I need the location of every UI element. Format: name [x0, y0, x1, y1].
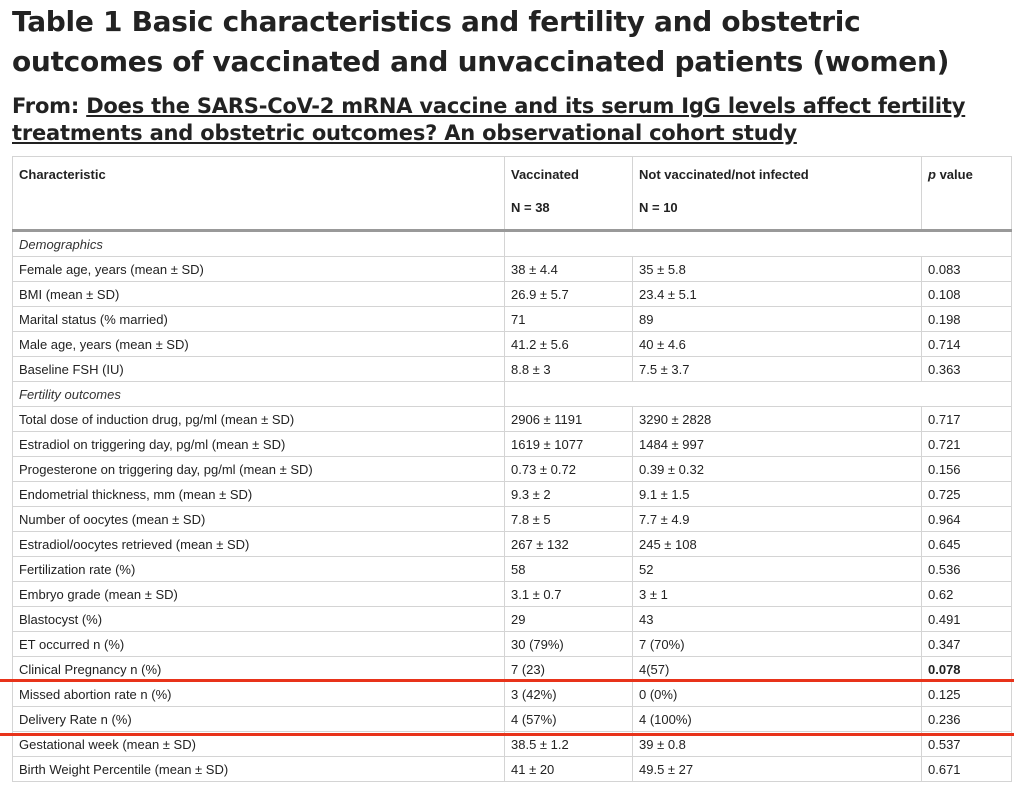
table-row [13, 482, 1012, 507]
cell-characteristic: Endometrial thickness, mm (mean ± SD) [13, 482, 505, 507]
header-not-vaccinated: Not vaccinated/not infected N = 10 [633, 157, 922, 231]
table-row [13, 507, 1012, 532]
section-empty-cell [505, 382, 1012, 407]
from-line [12, 93, 1012, 147]
table-row [13, 757, 1012, 782]
cell-p-value: 0.491 [922, 607, 1012, 632]
cell-vaccinated: 0.73 ± 0.72 [505, 457, 633, 482]
table-row [13, 557, 1012, 582]
cell-not-vaccinated: 7.5 ± 3.7 [633, 357, 922, 382]
cell-not-vaccinated: 39 ± 0.8 [633, 732, 922, 757]
cell-not-vaccinated: 4 (100%) [633, 707, 922, 732]
table-row [13, 257, 1012, 282]
cell-characteristic: Birth Weight Percentile (mean ± SD) [13, 757, 505, 782]
annotation-line-bottom [0, 733, 1014, 736]
cell-characteristic: BMI (mean ± SD) [13, 282, 505, 307]
cell-not-vaccinated: 49.5 ± 27 [633, 757, 922, 782]
header-p-value: p value [922, 157, 1012, 231]
cell-characteristic: Missed abortion rate n (%) [13, 682, 505, 707]
header-not-vaccinated-n: N = 10 [639, 200, 678, 215]
cell-not-vaccinated: 35 ± 5.8 [633, 257, 922, 282]
table-row [13, 357, 1012, 382]
cell-characteristic: Female age, years (mean ± SD) [13, 257, 505, 282]
cell-vaccinated: 30 (79%) [505, 632, 633, 657]
table-row [13, 282, 1012, 307]
cell-characteristic: Delivery Rate n (%) [13, 707, 505, 732]
cell-not-vaccinated: 89 [633, 307, 922, 332]
cell-vaccinated: 58 [505, 557, 633, 582]
cell-p-value: 0.717 [922, 407, 1012, 432]
cell-p-value: 0.645 [922, 532, 1012, 557]
cell-characteristic: Fertilization rate (%) [13, 557, 505, 582]
cell-vaccinated: 71 [505, 307, 633, 332]
section-label: Demographics [13, 231, 505, 257]
cell-characteristic: Clinical Pregnancy n (%) [13, 657, 505, 682]
cell-not-vaccinated: 4(57) [633, 657, 922, 682]
cell-p-value: 0.721 [922, 432, 1012, 457]
cell-vaccinated: 267 ± 132 [505, 532, 633, 557]
table-section-row [13, 382, 1012, 407]
cell-vaccinated: 26.9 ± 5.7 [505, 282, 633, 307]
article-link[interactable]: Does the SARS-CoV-2 mRNA vaccine and its serum IgG levels affect fertility treatments and obstetric outcomes? An observational cohort study [12, 94, 966, 145]
table-section-row [13, 231, 1012, 257]
table-body [13, 231, 1012, 782]
cell-characteristic: Total dose of induction drug, pg/ml (mean ± SD) [13, 407, 505, 432]
header-characteristic: Characteristic [13, 157, 505, 231]
section-empty-cell [505, 231, 1012, 257]
table-row [13, 407, 1012, 432]
cell-vaccinated: 7.8 ± 5 [505, 507, 633, 532]
cell-p-value: 0.083 [922, 257, 1012, 282]
cell-characteristic: Number of oocytes (mean ± SD) [13, 507, 505, 532]
header-vaccinated-n: N = 38 [511, 200, 550, 215]
cell-p-value: 0.363 [922, 357, 1012, 382]
table-header-row [13, 157, 1012, 231]
cell-p-value: 0.198 [922, 307, 1012, 332]
table-row [13, 457, 1012, 482]
cell-not-vaccinated: 9.1 ± 1.5 [633, 482, 922, 507]
table-title: Table 1 Basic characteristics and fertility and obstetric outcomes of vaccinated and unvaccinated patients (women) [12, 5, 950, 78]
cell-vaccinated: 2906 ± 1191 [505, 407, 633, 432]
cell-not-vaccinated: 3290 ± 2828 [633, 407, 922, 432]
cell-characteristic: Estradiol on triggering day, pg/ml (mean ± SD) [13, 432, 505, 457]
cell-vaccinated: 41.2 ± 5.6 [505, 332, 633, 357]
cell-p-value: 0.078 [922, 657, 1012, 682]
table-row [13, 432, 1012, 457]
cell-p-value: 0.964 [922, 507, 1012, 532]
cell-characteristic: ET occurred n (%) [13, 632, 505, 657]
cell-p-value: 0.156 [922, 457, 1012, 482]
cell-not-vaccinated: 40 ± 4.6 [633, 332, 922, 357]
cell-p-value: 0.125 [922, 682, 1012, 707]
annotation-line-top [0, 679, 1014, 682]
cell-p-value: 0.62 [922, 582, 1012, 607]
cell-p-value: 0.725 [922, 482, 1012, 507]
table-row [13, 657, 1012, 682]
cell-not-vaccinated: 23.4 ± 5.1 [633, 282, 922, 307]
table-row [13, 682, 1012, 707]
table-row [13, 707, 1012, 732]
cell-vaccinated: 9.3 ± 2 [505, 482, 633, 507]
cell-p-value: 0.671 [922, 757, 1012, 782]
cell-characteristic: Gestational week (mean ± SD) [13, 732, 505, 757]
header-vaccinated: Vaccinated N = 38 [505, 157, 633, 231]
cell-vaccinated: 1619 ± 1077 [505, 432, 633, 457]
cell-vaccinated: 29 [505, 607, 633, 632]
cell-vaccinated: 8.8 ± 3 [505, 357, 633, 382]
cell-not-vaccinated: 43 [633, 607, 922, 632]
cell-not-vaccinated: 52 [633, 557, 922, 582]
cell-not-vaccinated: 7 (70%) [633, 632, 922, 657]
cell-p-value: 0.236 [922, 707, 1012, 732]
table-row [13, 332, 1012, 357]
cell-not-vaccinated: 7.7 ± 4.9 [633, 507, 922, 532]
cell-not-vaccinated: 3 ± 1 [633, 582, 922, 607]
table-row [13, 307, 1012, 332]
cell-characteristic: Baseline FSH (IU) [13, 357, 505, 382]
table-row [13, 532, 1012, 557]
cell-p-value: 0.536 [922, 557, 1012, 582]
cell-p-value: 0.108 [922, 282, 1012, 307]
table-row [13, 632, 1012, 657]
cell-not-vaccinated: 1484 ± 997 [633, 432, 922, 457]
cell-not-vaccinated: 0 (0%) [633, 682, 922, 707]
table-row [13, 607, 1012, 632]
cell-vaccinated: 3 (42%) [505, 682, 633, 707]
cell-not-vaccinated: 0.39 ± 0.32 [633, 457, 922, 482]
cell-characteristic: Estradiol/oocytes retrieved (mean ± SD) [13, 532, 505, 557]
cell-vaccinated: 4 (57%) [505, 707, 633, 732]
from-label: From: [12, 94, 87, 118]
cell-p-value: 0.347 [922, 632, 1012, 657]
cell-vaccinated: 38.5 ± 1.2 [505, 732, 633, 757]
cell-characteristic: Embryo grade (mean ± SD) [13, 582, 505, 607]
cell-vaccinated: 38 ± 4.4 [505, 257, 633, 282]
cell-vaccinated: 41 ± 20 [505, 757, 633, 782]
table-row [13, 582, 1012, 607]
cell-characteristic: Blastocyst (%) [13, 607, 505, 632]
cell-characteristic: Progesterone on triggering day, pg/ml (mean ± SD) [13, 457, 505, 482]
cell-p-value: 0.714 [922, 332, 1012, 357]
cell-vaccinated: 7 (23) [505, 657, 633, 682]
cell-characteristic: Marital status (% married) [13, 307, 505, 332]
cell-characteristic: Male age, years (mean ± SD) [13, 332, 505, 357]
cell-p-value: 0.537 [922, 732, 1012, 757]
characteristics-table [12, 156, 1012, 782]
cell-vaccinated: 3.1 ± 0.7 [505, 582, 633, 607]
cell-not-vaccinated: 245 ± 108 [633, 532, 922, 557]
section-label: Fertility outcomes [13, 382, 505, 407]
